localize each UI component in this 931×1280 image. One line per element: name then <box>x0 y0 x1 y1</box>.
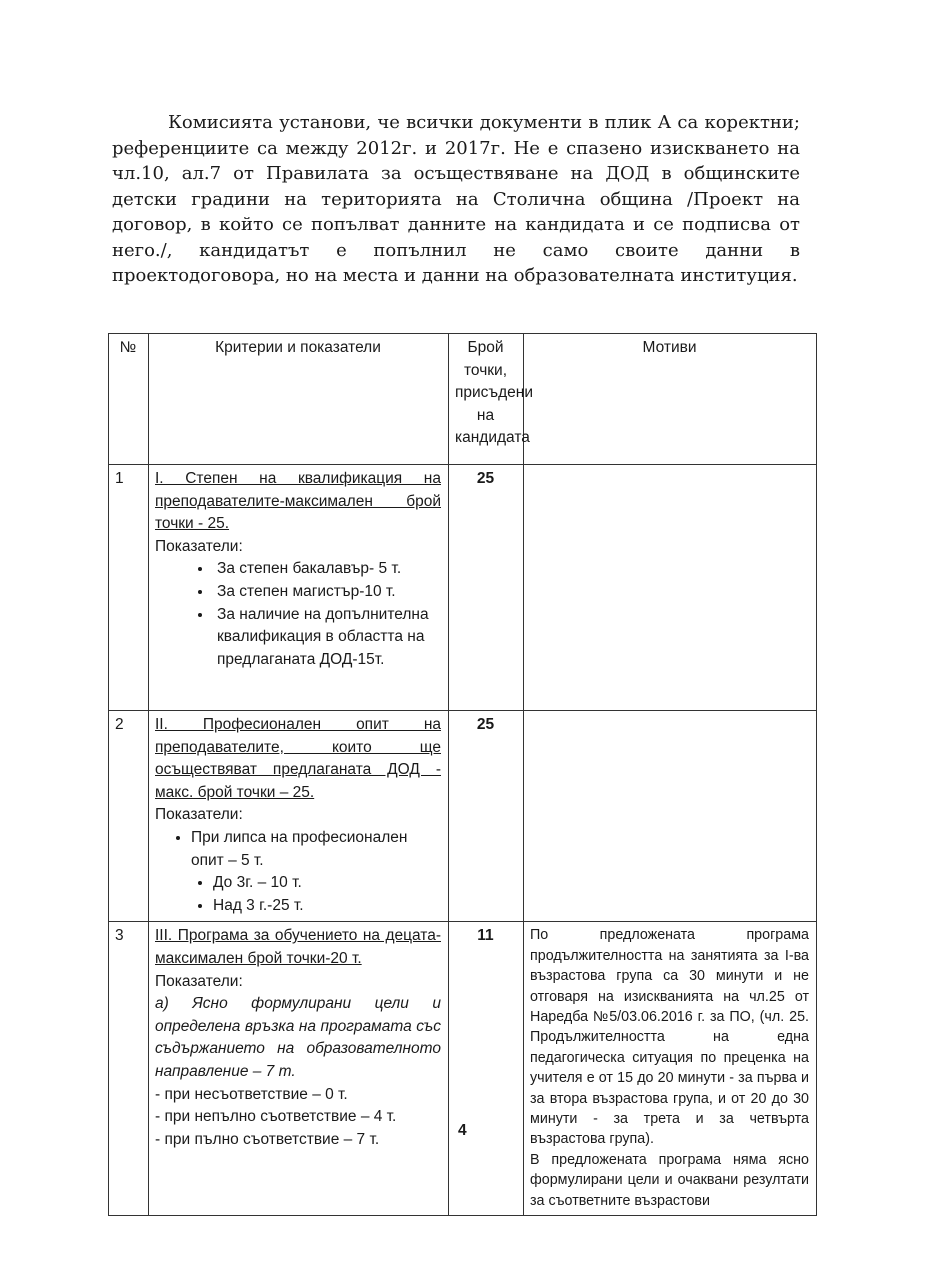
motive-text: По предложената програма продължителността на занятията за I-ва възрастова група са 30 минути и не отговаря на изискванията на чл.25 от Наредба №5/03.06.2016 г. за ПО, (чл. 25. Продължителността на една педагогическа ситуация по преценка на учителя е от 15 до 20 минути - за първа и за втора възрастова група, и от 20 до 30 минути - за трета и за четвърта възрастова група). <box>530 927 809 1148</box>
list-item: • За степен магистър-10 т. <box>213 581 441 604</box>
row-num: 1 <box>109 465 149 711</box>
header-points: Брой точки, присъдени на кандидата <box>449 334 524 465</box>
table-row <box>109 465 817 711</box>
sub-points: 4 <box>458 1122 467 1139</box>
indicators-label: Показатели: <box>155 537 243 555</box>
criteria-title: I. Степен на квалификация на преподавателите-максимален брой точки - 25. <box>155 470 441 533</box>
sub-criterion-a: а) Ясно формулирани цели и определена връзка на програмата със съдържанието на образователното направление – 7 т. <box>155 995 441 1080</box>
points-cell: 25 <box>449 465 524 711</box>
list-item: • За наличие на допълнителна квалификация в областта на предлаганата ДОД-15т. <box>213 604 441 672</box>
header-motives: Мотиви <box>524 334 817 465</box>
criteria-table <box>108 333 817 1216</box>
indicators-label: Показатели: <box>155 972 243 990</box>
table-row <box>109 922 817 1216</box>
motive-cell <box>524 922 817 1216</box>
list-item: • До 3г. – 10 т. <box>213 872 441 895</box>
list-item: - при несъответствие – 0 т. <box>155 1085 348 1103</box>
criteria-cell <box>149 711 449 922</box>
intro-text: Комисията установи, че всички документи в плик А са коректни; референциите са между 2012г. и 2017г. Не е спазено изискването на чл.10, ал.7 от Правилата за осъществяване на ДОД в общинските детски градини на територията на Столична община /Проект на договор, в който се попълват данните на кандидата и се подписва от него./, кандидатът е попълнил не само своите данни в проектодоговора, но на места и данни на образователната институция. <box>112 112 800 286</box>
table-row <box>109 711 817 922</box>
points-cell: 11 <box>449 922 524 1216</box>
header-num: № <box>109 334 149 465</box>
motive-text-2: В предложената програма няма ясно формулирани цели и очаквани резултати за съответните възрастови <box>530 1151 809 1209</box>
list-item: • Над 3 г.-25 т. <box>213 895 441 918</box>
criteria-cell <box>149 465 449 711</box>
list-item: - при непълно съответствие – 4 т. <box>155 1108 397 1126</box>
row-num: 2 <box>109 711 149 922</box>
criteria-title: III. Програма за обучението на децата-максимален брой точки-20 т. <box>155 927 441 967</box>
indicators-label: Показатели: <box>155 806 243 824</box>
motive-cell <box>524 711 817 922</box>
list-item: - при пълно съответствие – 7 т. <box>155 1130 380 1148</box>
header-criteria: Критерии и показатели <box>149 334 449 465</box>
list-item: • За степен бакалавър- 5 т. <box>213 558 441 581</box>
list-item: • При липса на професионален опит – 5 т. <box>191 827 441 872</box>
motive-cell <box>524 465 817 711</box>
row-num: 3 <box>109 922 149 1216</box>
criteria-title: II. Професионален опит на преподавателите, които ще осъществяват предлаганата ДОД - макс. брой точки – 25. <box>155 716 441 801</box>
points-cell: 25 <box>449 711 524 922</box>
criteria-cell <box>149 922 449 1216</box>
intro-paragraph <box>112 110 800 289</box>
table-header-row <box>109 334 817 465</box>
